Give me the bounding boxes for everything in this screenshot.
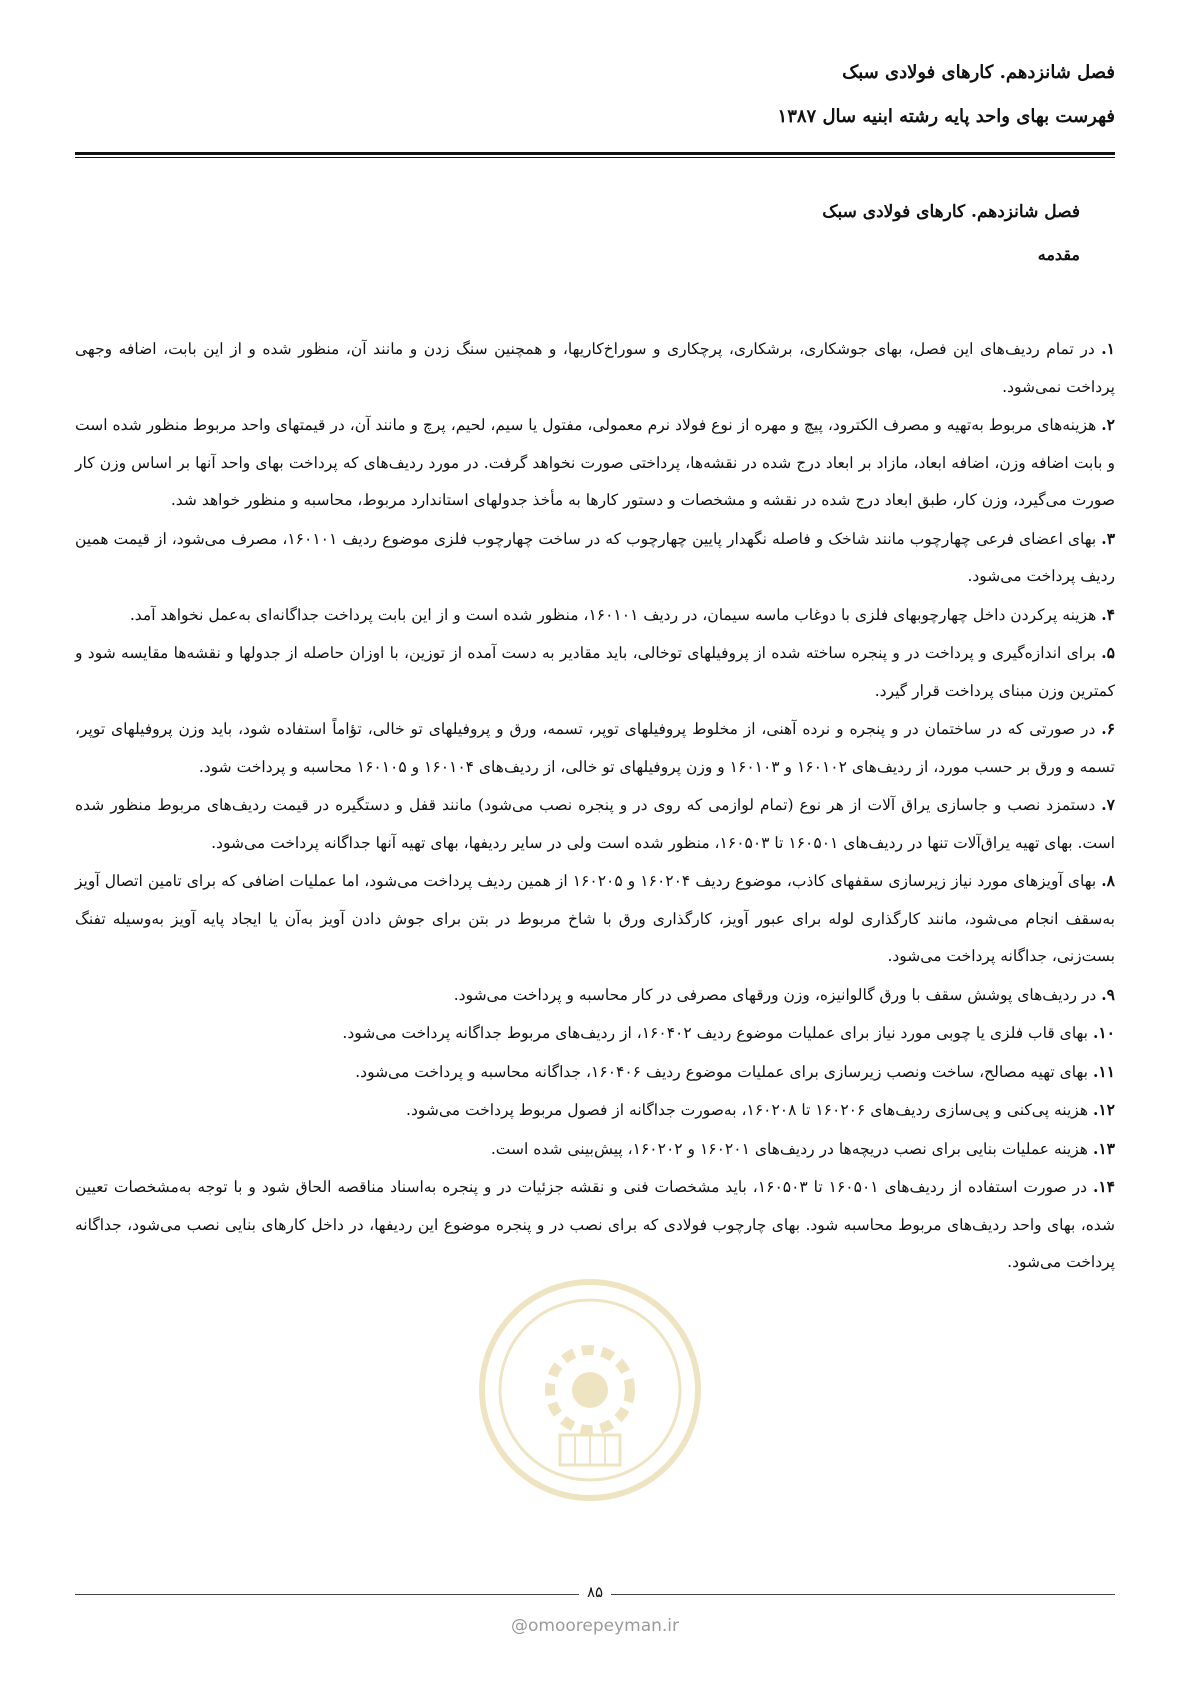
item-number: ۱۰. — [1092, 1023, 1115, 1042]
item-number: ۴. — [1101, 604, 1115, 624]
item-number: ۱۱. — [1092, 1061, 1115, 1081]
intro-item — [75, 520, 1115, 596]
item-text: بهای تهیه مصالح، ساخت ونصب زیرسازی برای عملیات موضوع ردیف ۱۶۰۴۰۶، جداگانه محاسبه و پرداخت می‌شود. — [355, 1062, 1088, 1081]
page-header — [75, 60, 1115, 130]
header-rule-thin — [75, 157, 1115, 158]
item-text: هزینه پرکردن داخل چهارچوبهای فلزی با دوغاب ماسه سیمان، در ردیف ۱۶۰۱۰۱، منظور شده است و از این بابت پرداخت جداگانه‌ای به‌عمل نخواهد آمد. — [129, 605, 1097, 624]
intro-item — [75, 1130, 1115, 1169]
item-text: در ردیف‌های پوشش سقف با ورق گالوانیزه، وزن ورقهای مصرفی در کار محاسبه و پرداخت می‌شود. — [453, 985, 1097, 1004]
page-number — [0, 1582, 1190, 1601]
intro-heading: مقدمه — [1037, 245, 1080, 264]
watermark-seal-icon — [475, 1275, 705, 1505]
item-text: دستمزد نصب و جاسازی یراق آلات از هر نوع (تمام لوازمی که روی در و پنجره نصب می‌شود) مانند قفل و دستگیره در قیمت ردیف‌های مربوط منظور شده است. بهای تهیه یراق‌آلات تنها در ردیف‌های ۱۶۰۵۰۱ تا ۱۶۰۵۰۳، منظور شده است ولی در سایر ردیفها، بهای تهیه آنها جداگانه پرداخت می‌شود. — [75, 796, 1115, 852]
section-title: فصل شانزدهم. کارهای فولادی سبک — [822, 202, 1080, 222]
intro-item — [75, 710, 1115, 786]
item-text: بهای قاب فلزی یا چوبی مورد نیاز برای عملیات موضوع ردیف ۱۶۰۴۰۲، از ردیف‌های مربوط جداگانه پرداخت می‌شود. — [342, 1024, 1088, 1042]
item-number: ۱. — [1101, 339, 1115, 358]
intro-item — [75, 406, 1115, 520]
intro-item — [75, 330, 1115, 406]
intro-item — [75, 862, 1115, 976]
item-number: ۷. — [1101, 795, 1115, 814]
item-number: ۱۲. — [1092, 1100, 1115, 1119]
item-text: در صورت استفاده از ردیف‌های ۱۶۰۵۰۱ تا ۱۶۰۵۰۳، باید مشخصات فنی و نقشه جزئیات در و پنجره به‌اسناد مناقصه الحاق شود و با توجه به‌مشخصات تعیین شده، بهای واحد ردیف‌های مربوط محاسبه شود. بهای چارچوب فولادی که برای نصب در و پنجره موضوع این ردیفها، در داخل کارهای بنایی نصب می‌شود، جداگانه پرداخت می‌شود. — [75, 1178, 1115, 1271]
intro-item — [75, 976, 1115, 1015]
intro-item — [75, 1053, 1115, 1092]
intro-item — [75, 1091, 1115, 1130]
item-text: هزینه‌های مربوط به‌تهیه و مصرف الکترود، پیچ و مهره از نوع فولاد نرم معمولی، مفتول یا سیم، لحیم، پرچ و مانند آن، در قیمتهای واحد مربوط منظور شده است و بابت اضافه وزن، اضافه ابعاد، مازاد بر ابعاد درج شده در نقشه‌ها، پرداختی صورت نخواهد گرفت. در مورد ردیف‌های که پرداخت بهای واحد آنها بر اساس وزن کار صورت می‌گیرد، وزن کار، طبق ابعاد درج شده در نقشه و مشخصات و دستور کارها به مأخذ جدولهای استاندارد مربوط، محاسبه و منظور خواهد شد. — [75, 416, 1115, 509]
intro-item — [75, 786, 1115, 862]
item-text: هزینه پی‌کنی و پی‌سازی ردیف‌های ۱۶۰۲۰۶ تا ۱۶۰۲۰۸، به‌صورت جداگانه از فصول مربوط پرداخت می‌شود. — [406, 1101, 1088, 1119]
item-text: در تمام ردیف‌های این فصل، بهای جوشکاری، برشکاری، پرچکاری و سوراخ‌کاریها، و همچنین سنگ زدن و مانند آن، منظور شده و از این بابت، اضافه وجهی پرداخت نمی‌شود. — [75, 340, 1115, 396]
item-text: در صورتی که در ساختمان در و پنجره و نرده آهنی، از مخلوط پروفیلهای توپر، تسمه، ورق و پروفیلهای تو خالی، تؤاماً استفاده شود، باید وزن پروفیلهای توپر، تسمه و ورق بر حسب مورد، از ردیف‌های ۱۶۰۱۰۲ و ۱۶۰۱۰۳ و وزن پروفیلهای تو خالی، از ردیف‌های ۱۶۰۱۰۴ و ۱۶۰۱۰۵ محاسبه و پرداخت شود. — [75, 720, 1115, 776]
intro-item — [75, 634, 1115, 710]
item-number: ۵. — [1101, 643, 1115, 662]
header-rule-thick — [75, 152, 1115, 155]
item-number: ۳. — [1101, 528, 1116, 548]
item-number: ۱۳. — [1092, 1138, 1115, 1158]
item-number: ۸. — [1101, 871, 1115, 890]
item-text: بهای اعضای فرعی چهارچوب مانند شاخک و فاصله نگهدار پایین چهارچوب که در ساخت چهارچوب فلزی موضوع ردیف ۱۶۰۱۰۱، مصرف می‌شود، از قیمت همین ردیف پرداخت می‌شود. — [75, 529, 1115, 585]
item-text: برای اندازه‌گیری و پرداخت در و پنجره ساخته شده از پروفیلهای توخالی، باید مقادیر به دست آمده از توزین، با اوزان حاصله از جدولها و نقشه‌ها مقایسه شود و کمترین وزن مبنای پرداخت قرار گیرد. — [75, 644, 1115, 700]
header-chapter: فصل شانزدهم. کارهای فولادی سبک — [842, 62, 1115, 83]
item-number: ۹. — [1101, 984, 1115, 1004]
intro-item — [75, 596, 1115, 635]
header-catalog: فهرست بهای واحد پایه رشته ابنیه سال ۱۳۸۷ — [777, 106, 1115, 127]
intro-item — [75, 1014, 1115, 1053]
item-text: بهای آویزهای مورد نیاز زیرسازی سقفهای کاذب، موضوع ردیف ۱۶۰۲۰۴ و ۱۶۰۲۰۵ از همین ردیف پرداخت می‌شود، اما عملیات اضافی که برای تامین اتصال آویز به‌سقف انجام می‌شود، مانند کارگذاری لوله برای عبور آویز، کارگذاری ورق با شاخ مربوط در بتن برای جوش دادن آویز به‌آن یا ایجاد پایه آویز به‌وسیله تفنگ بست‌زنی، جداگانه پرداخت می‌شود. — [75, 872, 1115, 965]
intro-item — [75, 1168, 1115, 1282]
item-text: هزینه عملیات بنایی برای نصب دریچه‌ها در ردیف‌های ۱۶۰۲۰۱ و ۱۶۰۲۰۲، پیش‌بینی شده است. — [490, 1139, 1088, 1158]
item-number: ۲. — [1101, 415, 1115, 434]
page-number-text: ۸۵ — [579, 1583, 611, 1601]
watermark-site-text: @omoorepeyman.ir — [510, 1616, 680, 1636]
intro-items — [75, 330, 1115, 1282]
item-number: ۱۴. — [1092, 1177, 1115, 1196]
item-number: ۶. — [1101, 719, 1116, 738]
